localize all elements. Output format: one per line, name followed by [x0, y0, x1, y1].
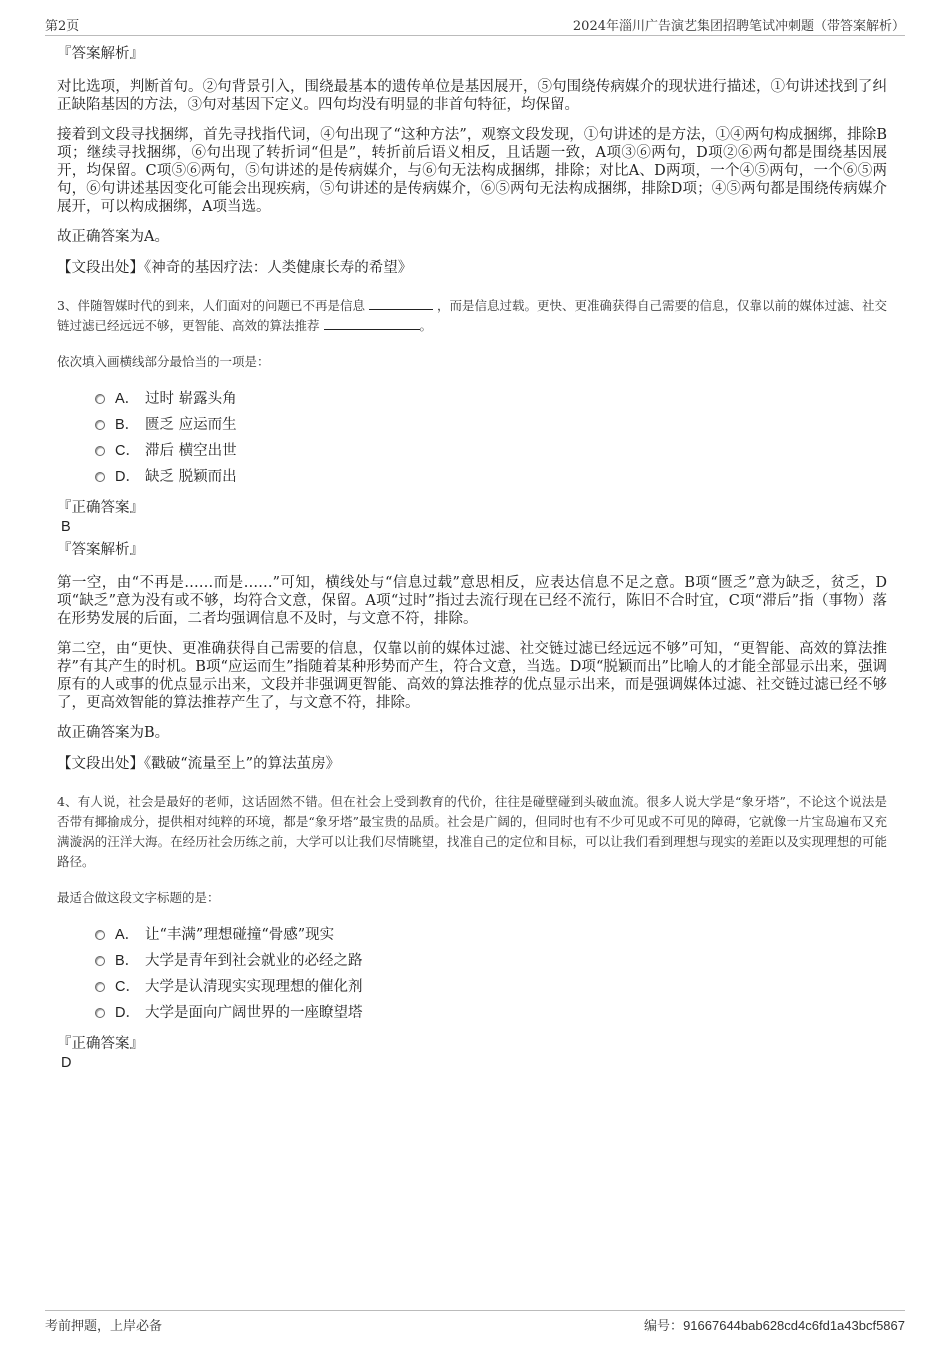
- question-prompt: 依次填入画横线部分最恰当的一项是：: [57, 354, 270, 369]
- page-footer: [45, 1310, 905, 1333]
- analysis-paragraph: 第二空，由“更快、更准确获得自己需要的信息，仅靠以前的媒体过滤、社交链过滤已经远远不够”可知，“更智能、高效的算法推荐”有其产生的时机。B项“应运而生”指随着某种形势而产生，符合文意，当选。D项“脱颖而出”比喻人的才能全部显示出来，强调原有的人或事的优点显示出来，文段并非强调更智能、高效的算法推荐的优点显示出来，而是强调媒体过滤、社交链过滤已经不够了，更高效智能的算法推荐产生了，与文意不符，排除。: [57, 641, 887, 711]
- radio-icon[interactable]: [95, 930, 105, 940]
- page-header: [45, 15, 905, 36]
- analysis-conclusion: 故正确答案为A。: [57, 229, 169, 245]
- source-citation: 【文段出处】《戳破“流量至上”的算法茧房》: [57, 756, 341, 772]
- option-d[interactable]: D． 大学是面向广阔世界的一座瞭望塔: [95, 1000, 887, 1026]
- analysis-label: 『答案解析』: [57, 542, 144, 558]
- option-a[interactable]: A． 过时 崭露头角: [95, 386, 887, 412]
- option-a[interactable]: A． 让“丰满”理想碰撞“骨感”现实: [95, 922, 887, 948]
- source-citation: 【文段出处】《神奇的基因疗法：人类健康长寿的希望》: [57, 260, 413, 276]
- analysis-paragraph: 接着到文段寻找捆绑，首先寻找指代词，④句出现了“这种方法”，观察文段发现，①句讲述的是方法，①④两句构成捆绑，排除B项；继续寻找捆绑，⑥句出现了转折词“但是”，转折前后语义相反，且话题一致，A项③⑥两句，D项②⑥两句都是围绕基因展开，均保留。C项⑤⑥两句，⑤句讲述的是传病媒介，与⑥句无法构成捆绑，排除；对比A、D两项，一个④⑤两句，一个⑥⑤两句，⑥句讲述基因变化可能会出现疾病，⑤句讲述的是传病媒介，⑥⑤两句无法构成捆绑，排除D项；④⑤两句都是围绕传病媒介展开，可以构成捆绑，A项当选。: [57, 127, 887, 215]
- option-b[interactable]: B． 大学是青年到社会就业的必经之路: [95, 948, 887, 974]
- document-code: 编号：91667644bab628cd4c6fd1a43bcf5867: [644, 1318, 905, 1334]
- option-c[interactable]: C． 滞后 横空出世: [95, 438, 887, 464]
- analysis-label: 『答案解析』: [57, 46, 144, 62]
- option-c[interactable]: C． 大学是认清现实实现理想的催化剂: [95, 974, 887, 1000]
- question-prompt: 最适合做这段文字标题的是：: [57, 890, 220, 905]
- page-number: 第2页: [45, 19, 80, 34]
- analysis-conclusion: 故正确答案为B。: [57, 725, 170, 741]
- question-stem: 3、伴随智媒时代的到来，人们面对的问题已不再是信息 ，而是信息过载。更快、更准确获得自己需要的信息，仅靠以前的媒体过滤、社交链过滤已经远远不够，更智能、高效的算法推荐 。: [57, 298, 887, 333]
- radio-icon[interactable]: [95, 982, 105, 992]
- fill-blank-1: [369, 296, 433, 310]
- option-d[interactable]: D． 缺乏 脱颖而出: [95, 464, 887, 490]
- analysis-paragraph: 第一空，由“不再是……而是……”可知，横线处与“信息过载”意思相反，应表达信息不足之意。B项“匮乏”意为缺乏，贫乏，D项“缺乏”意为没有或不够，均符合文意，保留。A项“过时”指过去流行现在已经不流行，陈旧不合时宜，C项“滞后”指（事物）落在形势发展的后面，二者均强调信息不及时，与文意不符，排除。: [57, 575, 887, 627]
- radio-icon[interactable]: [95, 1008, 105, 1018]
- radio-icon[interactable]: [95, 956, 105, 966]
- answer-value: D: [61, 1055, 72, 1071]
- analysis-paragraph: 对比选项，判断首句。②句背景引入，围绕最基本的遗传单位是基因展开，⑤句围绕传病媒介的现状进行描述，①句讲述找到了纠正缺陷基因的方法，③句对基因下定义。四句均没有明显的非首句特征，均保留。: [57, 79, 887, 113]
- option-b[interactable]: B． 匮乏 应运而生: [95, 412, 887, 438]
- footer-slogan: 考前押题，上岸必备: [45, 1319, 163, 1334]
- answer-label: 『正确答案』: [57, 500, 144, 516]
- options-list: [95, 386, 887, 490]
- radio-icon[interactable]: [95, 420, 105, 430]
- radio-icon[interactable]: [95, 446, 105, 456]
- question-stem: 4、有人说，社会是最好的老师，这话固然不错。但在社会上受到教育的代价，往往是碰壁碰到头破血流。很多人说大学是“象牙塔”，不论这个说法是否带有揶揄成分，提供相对纯粹的环境，都是“象牙塔”最宝贵的品质。社会是广阔的，但同时也有不少可见或不可见的障碍，它就像一片宝岛遍布又充满漩涡的汪洋大海。在经历社会历练之前，大学可以让我们尽情眺望，找准自己的定位和目标，可以让我们看到理想与现实的差距以及实现理想的可能路径。: [57, 794, 887, 869]
- page-content: [57, 44, 887, 1076]
- radio-icon[interactable]: [95, 394, 105, 404]
- fill-blank-2: [324, 316, 420, 330]
- answer-value: B: [61, 519, 71, 535]
- answer-label: 『正确答案』: [57, 1036, 144, 1052]
- options-list: [95, 922, 887, 1026]
- document-title: 2024年淄川广告演艺集团招聘笔试冲刺题（带答案解析）: [572, 19, 905, 34]
- radio-icon[interactable]: [95, 472, 105, 482]
